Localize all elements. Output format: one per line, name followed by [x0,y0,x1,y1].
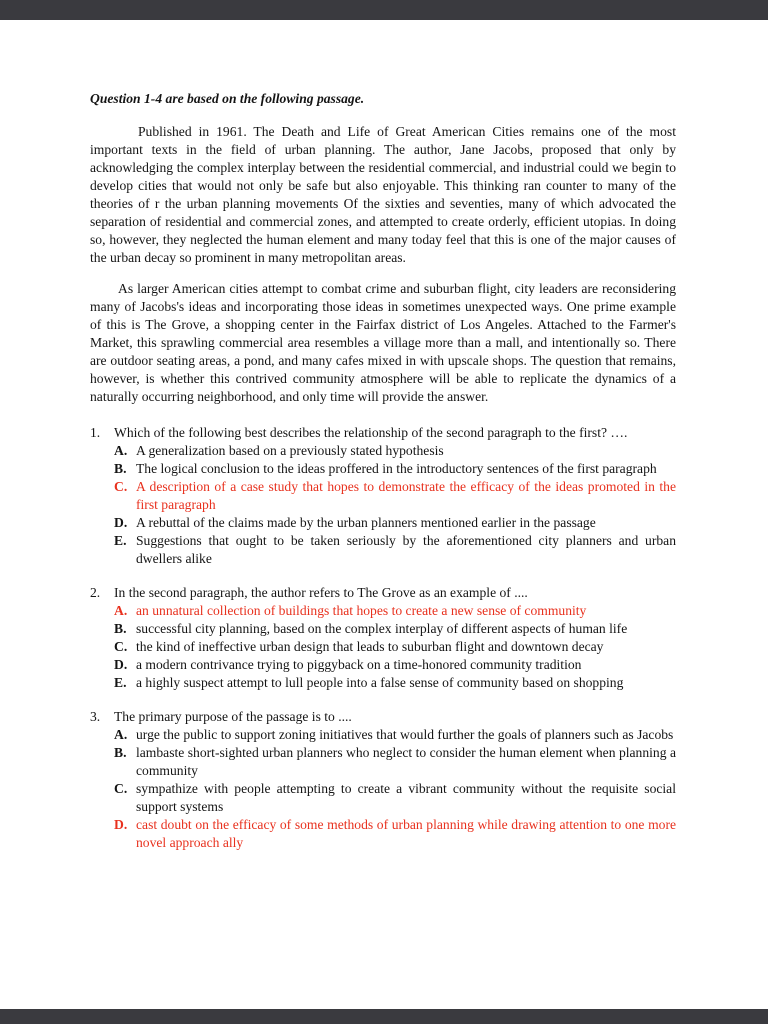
option-letter: A. [114,443,128,458]
question-stem: Which of the following best describes the relationship of the second paragraph to the first? …. [114,425,628,440]
question-number: 1. [90,425,101,440]
option-letter: B. [114,621,127,636]
option [114,478,676,514]
question-2 [90,584,676,692]
option-letter: D. [114,515,128,530]
option-letter: A. [114,727,128,742]
option-text: an unnatural collection of buildings that hopes to create a new sense of community [136,603,587,618]
option [114,744,676,780]
question-body [114,708,676,852]
document-page [0,20,768,852]
question-number: 3. [90,709,101,724]
question-body [114,584,676,692]
passage-header: Question 1-4 are based on the following passage. [90,91,365,106]
option-letter: A. [114,603,128,618]
option [114,726,676,744]
option-text: A description of a case study that hopes to demonstrate the efficacy of the ideas promoted in the first paragraph [136,479,676,512]
question-number: 2. [90,585,101,600]
option [114,656,676,674]
option [114,674,676,692]
option-text: urge the public to support zoning initiatives that would further the goals of planners such as Jacobs [136,727,674,742]
option-text: the kind of ineffective urban design that leads to suburban flight and downtown decay [136,639,604,654]
option-letter: C. [114,639,128,654]
option-text: A rebuttal of the claims made by the urban planners mentioned earlier in the passage [136,515,596,530]
option [114,442,676,460]
question-1 [90,424,676,568]
option-text: A generalization based on a previously stated hypothesis [136,443,444,458]
option [114,460,676,478]
question-stem: In the second paragraph, the author refers to The Grove as an example of .... [114,585,528,600]
viewer-top-bar [0,0,768,20]
option-text: successful city planning, based on the complex interplay of different aspects of human life [136,621,628,636]
option-letter: C. [114,479,128,494]
question-3 [90,708,676,852]
option-letter: C. [114,781,128,796]
option [114,780,676,816]
option [114,620,676,638]
option-letter: E. [114,675,127,690]
option [114,514,676,532]
option-text: lambaste short-sighted urban planners who neglect to consider the human element when planning a community [136,745,676,778]
option [114,638,676,656]
passage-paragraph-1: Published in 1961. The Death and Life of Great American Cities remains one of the most important texts in the field of urban planning. The author, Jane Jacobs, proposed that only by acknowledging the complex interplay between the residential commercial, and industrial could we begin to develop cities that would not only be safe but also enjoyable. This thinking ran counter to many of the theories of r the urban planning movements Of the sixties and seventies, many of which advocated the separation of residential and commercial zones, and attempted to create orderly, efficient utopias. In doing so, however, they neglected the human element and many today feel that this is one of the major causes of the urban decay so prominent in many metropolitan areas. [90,124,676,265]
option-letter: B. [114,461,127,476]
option [114,816,676,852]
passage-paragraph-2: As larger American cities attempt to combat crime and suburban flight, city leaders are reconsidering many of Jacobs's ideas and incorporating those ideas in sometimes unexpected ways. One prime example of this is The Grove, a shopping center in the Fairfax district of Los Angeles. Attached to the Farmer's Market, this sprawling commercial area resembles a village more than a mall, and intentionally so. There are outdoor seating areas, a pond, and many cafes mixed in with upscale shops. The question that remains, however, is whether this contrived community atmosphere will be able to replicate the dynamics of a naturally occurring neighborhood, and only time will provide the answer. [90,281,676,404]
option-text: cast doubt on the efficacy of some methods of urban planning while drawing attention to one more novel approach ally [136,817,676,850]
option-text: The logical conclusion to the ideas proffered in the introductory sentences of the first paragraph [136,461,657,476]
option-letter: B. [114,745,127,760]
option-text: sympathize with people attempting to create a vibrant community without the requisite social support systems [136,781,676,814]
option [114,532,676,568]
option-letter: D. [114,817,128,832]
question-list [90,424,676,852]
option-letter: E. [114,533,127,548]
viewer-bottom-bar [0,1009,768,1024]
question-body [114,424,676,568]
question-stem: The primary purpose of the passage is to .... [114,709,352,724]
option-text: Suggestions that ought to be taken seriously by the aforementioned city planners and urban dwellers alike [136,533,676,566]
option-text: a modern contrivance trying to piggyback on a time-honored community tradition [136,657,582,672]
option [114,602,676,620]
option-letter: D. [114,657,128,672]
option-text: a highly suspect attempt to lull people into a false sense of community based on shopping [136,675,624,690]
